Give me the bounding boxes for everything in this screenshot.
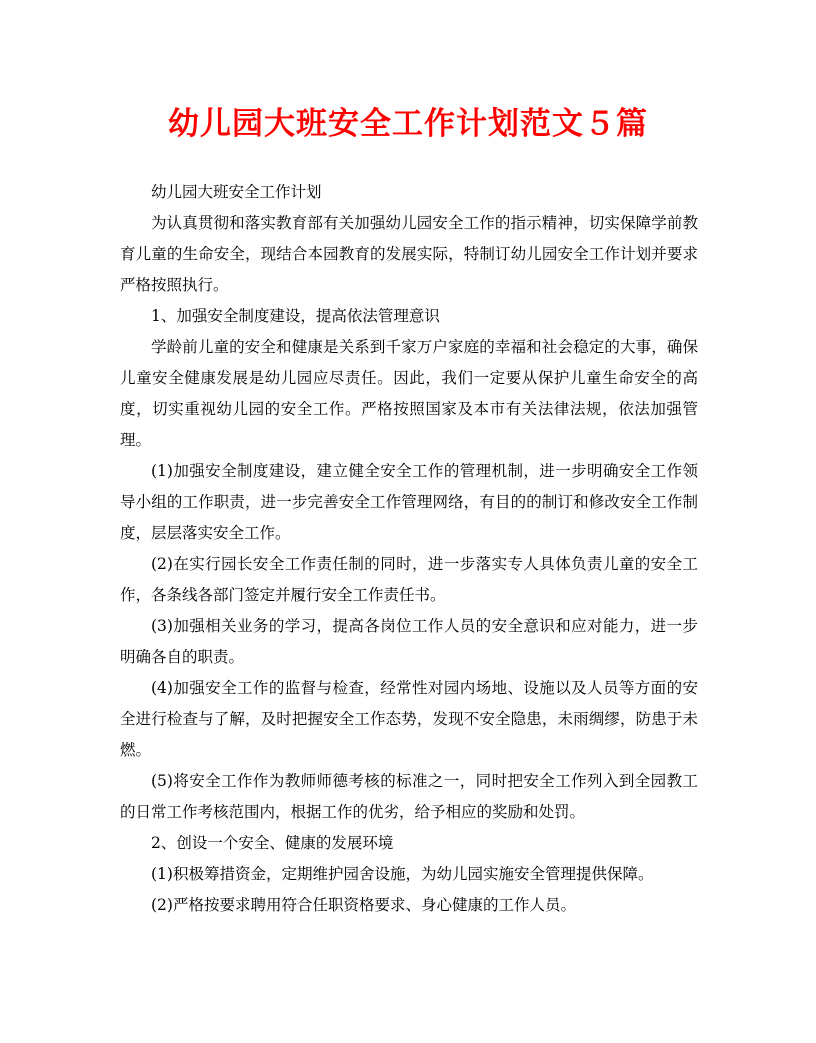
paragraph: (2)严格按要求聘用符合任职资格要求、身心健康的工作人员。 <box>151 896 576 914</box>
paragraph: 为认真贯彻和落实教育部有关加强幼儿园安全工作的指示精神，切实保障学前教育儿童的生命安全，现结合本园教育的发展实际，特制订幼儿园安全工作计划并要求严格按照执行。 <box>120 214 698 294</box>
paragraph: (2)在实行园长安全工作责任制的同时，进一步落实专人具体负责儿童的安全工作，各条线各部门签定并履行安全工作责任书。 <box>120 555 698 604</box>
paragraph: (1)加强安全制度建设，建立健全安全工作的管理机制，进一步明确安全工作领导小组的工作职责，进一步完善安全工作管理网络，有目的的制订和修改安全工作制度，层层落实安全工作。 <box>120 462 698 542</box>
document-body <box>120 177 698 921</box>
document-title: 幼儿园大班安全工作计划范文５篇 <box>168 106 648 142</box>
paragraph: (5)将安全工作作为教师师德考核的标准之一，同时把安全工作列入到全园教工的日常工作考核范围内，根据工作的优劣，给予相应的奖励和处罚。 <box>120 772 698 821</box>
section-heading: 2、创设一个安全、健康的发展环境 <box>151 834 394 852</box>
paragraph: (1)积极筹措资金，定期维护园舍设施，为幼儿园实施安全管理提供保障。 <box>151 865 654 883</box>
paragraph: (4)加强安全工作的监督与检查，经常性对园内场地、设施以及人员等方面的安全进行检查与了解，及时把握安全工作态势，发现不安全隐患，未雨绸缪，防患于未燃。 <box>120 679 698 759</box>
section-heading: 幼儿园大班安全工作计划 <box>151 183 322 201</box>
section-heading: 1、加强安全制度建设，提高依法管理意识 <box>151 307 440 325</box>
paragraph: (3)加强相关业务的学习，提高各岗位工作人员的安全意识和应对能力，进一步明确各自的职责。 <box>120 617 698 666</box>
paragraph: 学龄前儿童的安全和健康是关系到千家万户家庭的幸福和社会稳定的大事，确保儿童安全健康发展是幼儿园应尽责任。因此，我们一定要从保护儿童生命安全的高度，切实重视幼儿园的安全工作。严格按照国家及本市有关法律法规，依法加强管理。 <box>120 338 698 449</box>
